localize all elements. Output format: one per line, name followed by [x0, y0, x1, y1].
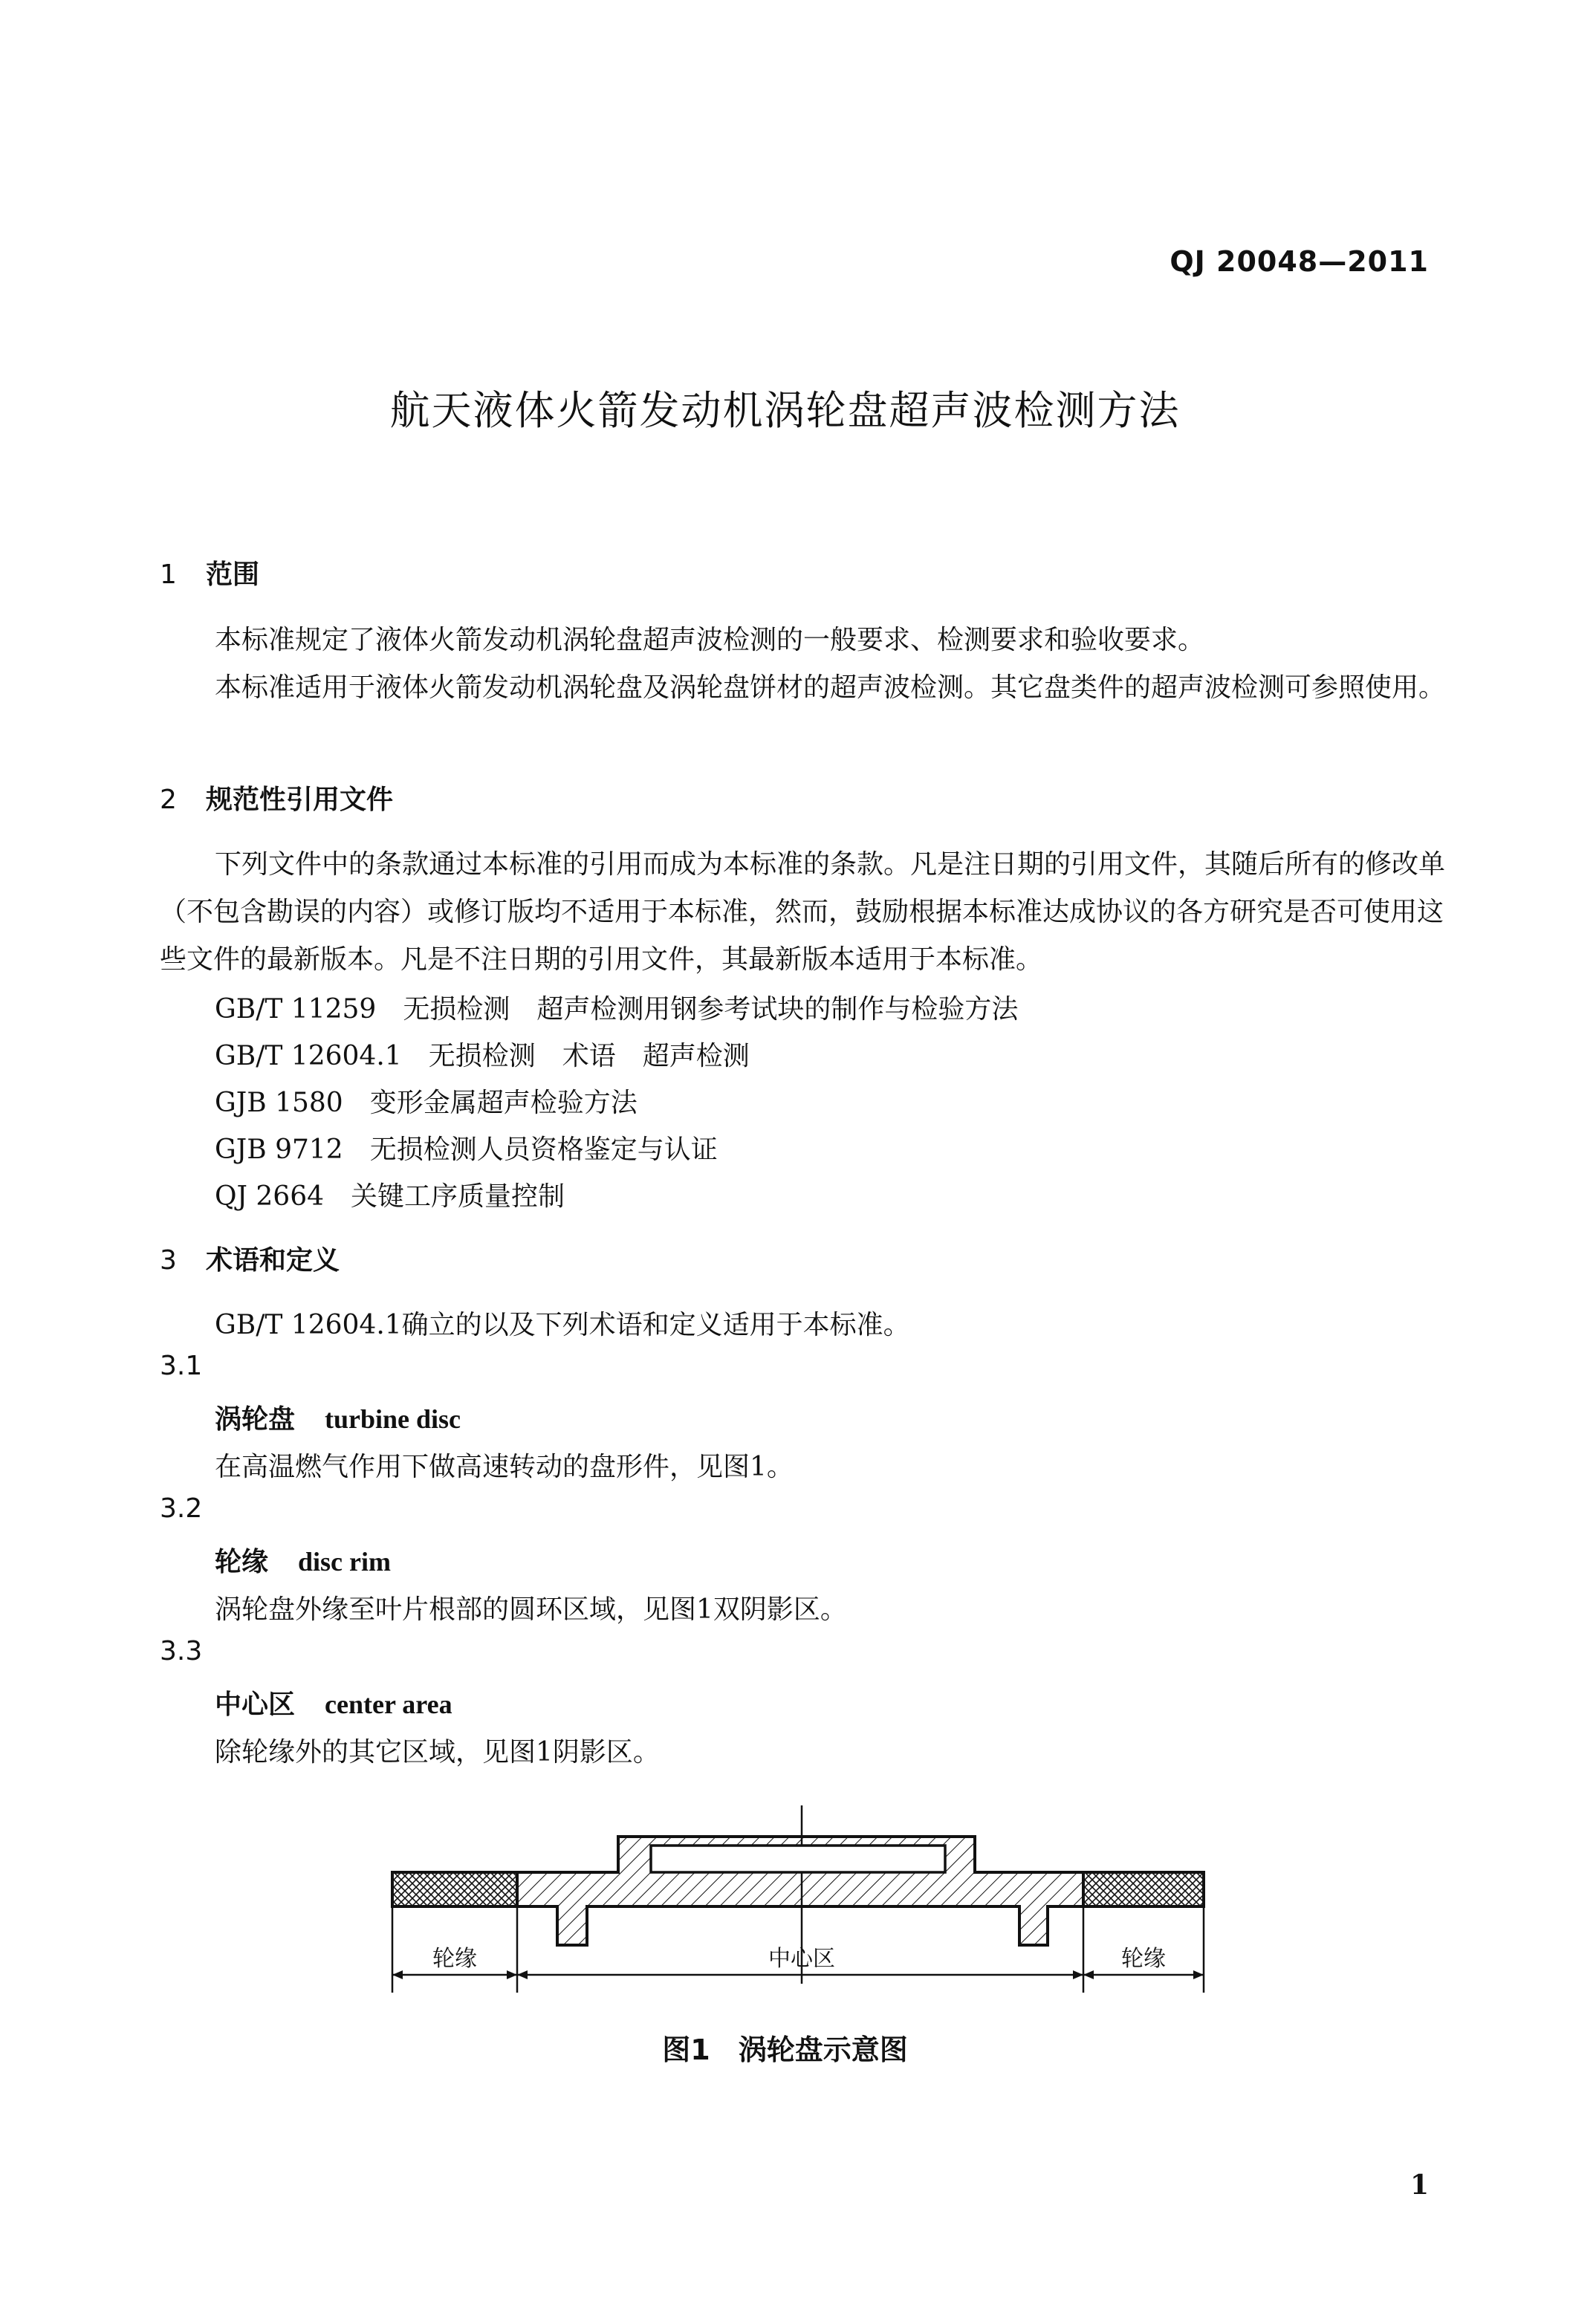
reference-title: 无损检测 术语 超声检测: [428, 1041, 750, 1071]
section-1-paragraph-2: 本标准适用于液体火箭发动机涡轮盘及涡轮盘饼材的超声波检测。其它盘类件的超声波检测可参照使用。: [215, 672, 1446, 703]
section-title: 范围: [206, 559, 260, 590]
subsection-number: 3.1: [160, 1351, 203, 1381]
section-number: 2: [160, 785, 177, 815]
reference-code: GB/T 11259: [215, 994, 377, 1025]
term-heading: [215, 1398, 461, 1436]
label-rim-right: 轮缘: [1121, 1946, 1166, 1972]
subsection-number: 3.2: [160, 1493, 203, 1524]
page-number: 1: [1410, 2169, 1429, 2201]
section-number: 1: [160, 559, 177, 590]
term-definition: 除轮缘外的其它区域，见图1阴影区。: [215, 1737, 660, 1768]
section-2-heading: [160, 779, 393, 817]
section-title: 规范性引用文件: [206, 785, 394, 815]
section-3-heading: [160, 1239, 340, 1277]
reference-code: GJB 1580: [215, 1088, 343, 1118]
term-zh: 涡轮盘: [215, 1403, 296, 1435]
term-zh: 中心区: [215, 1689, 296, 1720]
hub-window: [651, 1846, 945, 1872]
term-definition: 涡轮盘外缘至叶片根部的圆环区域，见图1双阴影区。: [215, 1594, 847, 1625]
term-heading: [215, 1684, 452, 1721]
reference-title: 无损检测 超声检测用钢参考试块的制作与检验方法: [403, 994, 1019, 1025]
reference-code: GB/T 12604.1: [215, 1041, 402, 1071]
reference-item: [215, 1129, 718, 1166]
term-definition: 在高温燃气作用下做高速转动的盘形件，见图1。: [215, 1452, 794, 1482]
term-en: disc rim: [298, 1547, 391, 1577]
reference-item: [215, 1175, 565, 1213]
term-en: turbine disc: [325, 1404, 461, 1434]
document-title: 航天液体火箭发动机涡轮盘超声波检测方法: [389, 387, 1181, 434]
standard-code: QJ 20048—2011: [1170, 245, 1429, 278]
reference-code: GJB 9712: [215, 1135, 343, 1165]
section-1-heading: [160, 554, 259, 591]
reference-code: QJ 2664: [215, 1181, 325, 1212]
section-1-paragraph-1: 本标准规定了液体火箭发动机涡轮盘超声波检测的一般要求、检测要求和验收要求。: [215, 625, 1205, 655]
section-title: 术语和定义: [206, 1245, 340, 1276]
reference-title: 无损检测人员资格鉴定与认证: [369, 1135, 718, 1165]
right-rim-region: [1083, 1872, 1204, 1906]
term-zh: 轮缘: [215, 1546, 269, 1577]
reference-title: 关键工序质量控制: [351, 1181, 565, 1212]
reference-item: [215, 988, 1018, 1026]
label-center-area: 中心区: [768, 1946, 835, 1972]
reference-item: [215, 1082, 638, 1120]
term-en: center area: [325, 1690, 452, 1719]
section-number: 3: [160, 1245, 177, 1276]
term-heading: [215, 1541, 391, 1579]
left-rim-region: [392, 1872, 517, 1906]
reference-title: 变形金属超声检验方法: [369, 1088, 638, 1118]
section-3-paragraph: GB/T 12604.1确立的以及下列术语和定义适用于本标准。: [215, 1310, 910, 1340]
subsection-number: 3.3: [160, 1636, 203, 1666]
label-rim-left: 轮缘: [432, 1946, 477, 1972]
turbine-disc-diagram: [372, 1798, 1219, 2013]
reference-item: [215, 1035, 750, 1073]
section-2-paragraph: 下列文件中的条款通过本标准的引用而成为本标准的条款。凡是注日期的引用文件，其随后所有的修改单（不包含勘误的内容）或修订版均不适用于本标准，然而，鼓励根据本标准达成协议的各方研究是否可使用这些文件的最新版本。凡是不注日期的引用文件，其最新版本适用于本标准。: [160, 849, 1446, 975]
figure-caption: 图1 涡轮盘示意图: [662, 2034, 908, 2066]
